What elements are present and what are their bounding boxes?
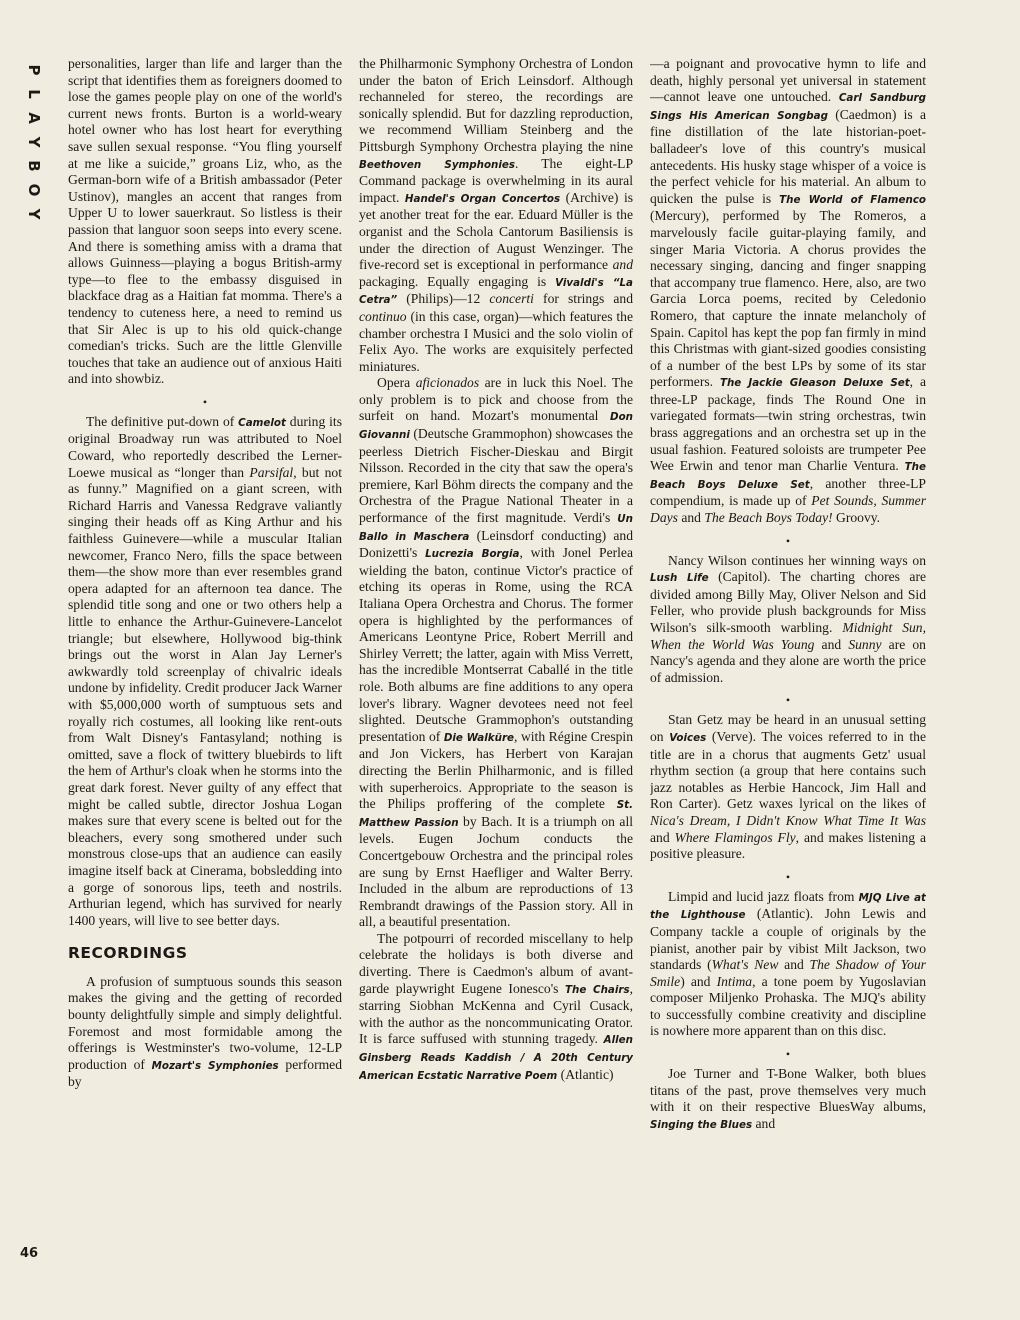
title-text: Don Giovanni [359, 411, 633, 442]
italic-text: Parsifal [249, 464, 294, 480]
paragraph: The potpourri of recorded miscellany to help celebrate the holidays is both diverse and diverting. There is Caedmon's album of avant-garde playwright Eugene Ionesco's The Chairs, starring Siobhan McKenna and Cyril Cusack, with the author as the noncommunicating Orator. It is farce suffused with stunning tragedy. Allen Ginsberg Reads Kaddish / A 20th Century American Ecstatic Narrative Poem (Atlantic) [359, 930, 633, 1082]
title-text: Handel's Organ Concertos [404, 192, 561, 205]
paragraph: —a poignant and provocative hymn to life and death, highly personal yet universal in statement—cannot leave one untouched. Carl Sandburg Sings His American Songbag (Caedmon) is a fine distillation of the late historian-poet-balladeer's love of this country's musical antecedents. His husky stage whisper of a voice is the perfect vehicle for his material. An album to quicken the pulse is The World of Flamenco (Mercury), performed by The Romeros, a marvelously facile guitar-playing family, and singer Maria Victoria. A chorus provides the necessary singing, dancing and finger snapping that accompany true flamenco. Here, also, are two Garcia Lorca poems, recited by Celedonio Romero, that capture the innate melancholy of Spain. Capitol has kept the pop fan firmly in mind this Christmas with giant-sized goodies consisting of a number of the best LPs by some of its star performers. The Jackie Gleason Deluxe Set, a three-LP package, finds The Round One in variegated formats—twin string orchestras, twin brass aggregations and an orchestra set up in the usual fashion. Featured soloists are trumpeter Pee Wee Erwin and tenor man Charlie Ventura. The Beach Boys Deluxe Set, another three-LP compendium, is made up of Pet Sounds, Summer Days and The Beach Boys Today! Groovy. [650, 56, 926, 526]
title-text: Lush Life [650, 572, 709, 585]
title-text: Die Walküre [443, 731, 515, 744]
paragraph: A profusion of sumptuous sounds this season makes the giving and the getting of recorded bounty delightfully simple and simply delightful. Foremost and most formidable among the offerings is Westminster's two-volume, 12-LP production of Mozart's Symphonies performed by [68, 973, 342, 1090]
section-separator: • [785, 1047, 791, 1062]
title-text: The Jackie Gleason Deluxe Set [719, 377, 910, 390]
title-text: MJQ Live at the Lighthouse [650, 891, 926, 922]
paragraph: personalities, larger than life and larger than the script that identifies them as foreigners doomed to lose the games people play on one of the world's current news fronts. Burton is a world-weary hotel owner who has lost heart for everything save sullen sexual response. “You fling yourself at me like a suicide,” groans Liz, who, as the German-born wife of a British ambassador (Peter Ustinov), mangles an accent that ranges from Upper U to lower sauerkraut. So listless is their passion that languor soon seeps into every scene. And there is something amiss with a drama that allows Guinness—playing a bogus British-army type—to flee to the embassy disguised in blackface drag as a Haitian fat momma. There's a tendency to cuteness here, a need to remind us that Sir Alec is up to his old quick-change comedian's tricks. Such are the little Glenville touches that take an audience out of anxious Haiti and into showbiz. [68, 56, 342, 387]
italic-text: The Shadow of Your Smile [650, 957, 926, 989]
column-3 [650, 56, 926, 1271]
magazine-letter: Y [25, 208, 43, 220]
title-text: The Beach Boys Deluxe Set [650, 461, 926, 491]
magazine-letter: A [25, 112, 43, 124]
title-text: Vivaldi's “La Cetra” [359, 276, 633, 307]
title-text: Voices [669, 731, 707, 744]
title-text: The Chairs [564, 983, 630, 996]
title-text: Mozart's Symphonies [151, 1059, 279, 1072]
title-text: Carl Sandburg Sings His American Songbag [650, 92, 926, 122]
column-1 [68, 56, 342, 1271]
section-separator: • [785, 693, 791, 708]
italic-text: concerti [489, 291, 534, 307]
paragraph: Opera aficionados are in luck this Noel. The only problem is to pick and choose from the surfeit on hand. Mozart's monumental Don Giovanni (Deutsche Grammophon) showcases the peerless Dietrich Fischer-Dieskau and Birgit Nilsson. Recorded in the city that saw the opera's premiere, Karl Böhm directs the company and the Orchestra of the Prague National Theater in a performance of the first magnitude. Verdi's Un Ballo in Maschera (Leinsdorf conducting) and Donizetti's Lucrezia Borgia, with Jonel Perlea wielding the baton, continue Victor's practice of etching its operas in Rome, using the RCA Italiana Opera Orchestra and Chorus. The former opera is highlighted by the performances of Americans Leontyne Price, Robert Merrill and Shirley Verrett; the latter, again with Miss Verrett, has the incredible Montserrat Caballé in the title role. Both albums are fine additions to any opera lover's library. Wagner devotees need not feel slighted. Deutsche Grammophon's outstanding presentation of Die Walküre, with Régine Crespin and Jon Vickers, has Herbert von Karajan directing the Berlin Philharmonic, and is filled with superheroics. Appropriate to the season is the Philips proffering of the complete St. Matthew Passion by Bach. It is a triumph on all levels. Eugen Jochum conducts the Concertgebouw Orchestra and the principal roles are sung by Ernst Haefliger and Walter Berry. Included in the album are reproductions of 13 Rembrandt drawings of the Passion story. All in all, a beautiful presentation. [359, 375, 633, 930]
title-text: Lucrezia Borgia [425, 548, 520, 561]
paragraph: Nancy Wilson continues her winning ways on Lush Life (Capitol). The charting chores are divided among Billy May, Oliver Nelson and Sid Feller, who provide plush backgrounds for Miss Wilson's silk-smooth warbling. Midnight Sun, When the World Was Young and Sunny are on Nancy's agenda and they alone are worth the price of admission. [650, 552, 926, 685]
title-text: Camelot [238, 416, 286, 429]
column-2 [359, 56, 633, 1271]
paragraph: Stan Getz may be heard in an unusual setting on Voices (Verve). The voices referred to in the title are in a chorus that augments Getz' usual rhythm section (a group that here contains such jazz notables as Herbie Hancock, Jim Hall and Ron Carter). Getz waxes lyrical on the likes of Nica's Dream, I Didn't Know What Time It Was and Where Flamingos Fly, and makes listening a positive pleasure. [650, 712, 926, 862]
italic-text: Intima [716, 973, 753, 989]
paragraph: The definitive put-down of Camelot during its original Broadway run was attributed to Noel Coward, who reportedly described the Lerner-Loewe musical as “longer than Parsifal, but not as funny.” Magnified on a giant screen, with Richard Harris and Vanessa Redgrave valiantly singing their heads off as King Arthur and his faithless Guinevere—while a muscular Italian newcomer, Franco Nero, fills the space between them—the show more than ever resembles grand opera adapted for an afternoon tea dance. The splendid title song and one or two others help a little to enhance the Arthur-Guinevere-Lancelot triangle; but elsewhere, Hollywood big-think brings out the worst in Alan Jay Lerner's awkwardly told screenplay of chivalric ideals undone by infidelity. Credit producer Jack Warner with $5,000,000 worth of sumptuous sets and royally rich costumes, all looking like rent-outs from Walt Disney's Fantasyland; nothing is omitted, save a flock of twittery bluebirds to lift the hem of Arthur's cloak when he storms into the great dark forest. Never guilty of any effect that might be called subtle, director Joshua Logan makes sure that every scene is belted out for the bleachers, every song smothered under such monstrous close-ups that an audience can easily imagine itself back at Cinerama, bobsledding into a gorge of sonorous lips, teeth and nostrils. Arthurian legend, which has survived for nearly 1400 years, will live to see better days. [68, 413, 342, 928]
italic-text: continuo [359, 308, 407, 324]
magazine-name-vertical [22, 58, 46, 226]
paragraph: Joe Turner and T-Bone Walker, both blues titans of the past, prove themselves very much with it on their respective BluesWay albums, Singing the Blues and [650, 1066, 926, 1131]
title-text: St. Matthew Passion [359, 799, 633, 829]
italic-text: aficionados [415, 375, 480, 391]
italic-text: What's New [711, 957, 779, 973]
paragraph: Limpid and lucid jazz floats from MJQ Live at the Lighthouse (Atlantic). John Lewis and Company tackle a couple of originals by the pianist, another pair by vibist Milt Jackson, two standards (What's New and The Shadow of Your Smile) and Intima, a tone poem by Yugoslavian composer Miljenko Prohaska. The MJQ's ability to successfully combine creativity and discipline is nowhere more apparent than on this disc. [650, 888, 926, 1039]
page-number: 46 [20, 1246, 39, 1261]
italic-text: Pet Sounds, Summer Days [650, 493, 926, 526]
section-separator: • [785, 533, 791, 548]
italic-text: Midnight Sun, When the World Was Young [650, 620, 926, 652]
italic-text: Sunny [848, 636, 882, 652]
paragraph: the Philharmonic Symphony Orchestra of London under the baton of Erich Leinsdorf. Although rechanneled for stereo, the recordings are sonically splendid. But for dazzling reproduction, we recommend William Steinberg and the Pittsburgh Symphony Orchestra playing the nine Beethoven Symphonies. The eight-LP Command package is overwhelming in its aural impact. Handel's Organ Concertos (Archive) is yet another treat for the ear. Eduard Müller is the organist and the Schola Cantorum Basiliensis is under the direction of August Wenzinger. The five-record set is exceptional in performance and packaging. Equally engaging is Vivaldi's “La Cetra” (Philips)—12 concerti for strings and continuo (in this case, organ)—which features the chamber orchestra I Musici and the solo violin of Felix Ayo. The works are exquisitely perfected miniatures. [359, 56, 633, 374]
italic-text: Where Flamingos Fly [674, 829, 796, 845]
magazine-letter: B [25, 160, 43, 172]
title-text: Un Ballo in Maschera [359, 513, 633, 543]
title-text: Allen Ginsberg Reads Kaddish / A 20th Century American Ecstatic Narrative Poem [359, 1034, 633, 1082]
magazine-letter: P [25, 64, 43, 76]
italic-text: Nica's Dream, I Didn't Know What Time It Was [650, 812, 926, 828]
title-text: Beethoven Symphonies [359, 158, 516, 171]
title-text: The World of Flamenco [779, 193, 926, 206]
magazine-letter: L [25, 89, 43, 99]
magazine-letter: O [25, 183, 43, 197]
title-text: Singing the Blues [650, 1118, 753, 1131]
section-separator: • [785, 869, 791, 884]
italic-text: and [612, 257, 633, 273]
italic-text: The Beach Boys Today! [704, 510, 833, 526]
section-separator: • [202, 394, 208, 409]
section-heading: RECORDINGS [68, 944, 188, 963]
magazine-letter: Y [25, 136, 43, 148]
